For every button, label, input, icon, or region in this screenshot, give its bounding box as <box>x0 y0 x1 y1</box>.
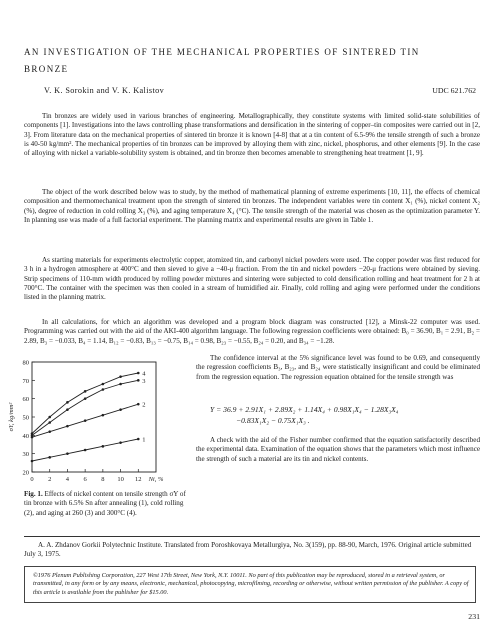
series-label-1: 1 <box>142 436 146 444</box>
paragraph-calculations: In all calculations, for which an algorithm was developed and a program block diagram was constructed [12], a Minsk-22 computer was used. Programming was carried out with the aid of the AKI-400 algorithm language. The following regression coefficients were obtained: B₀ = 36.90, B₁ = 2.91, B₂ = 2.89, B₃ = −0.033, B₄ = 1.14, B₁₂ = −0.83, B₁₃ = −0.75, B₁₄ = 0.98, B₂₃ = −0.55, B₂₄ = 0.20, and B₃₄ = −1.28. <box>24 318 480 345</box>
data-point-series-2 <box>84 419 87 422</box>
data-point-series-3 <box>137 379 140 382</box>
y-tick-label: 30 <box>22 451 29 459</box>
x-tick-label: 8 <box>101 476 105 483</box>
footnote: A. A. Zhdanov Gorkii Polytechnic Institute. Translated from Poroshkovaya Metallurgiya, No. 3(159), pp. 88-90, March, 1976. Original article submitted July 3, 1975. <box>24 541 472 559</box>
x-tick-label: Ni, % <box>148 476 164 483</box>
series-label-2: 2 <box>142 401 146 409</box>
article-authors: V. K. Sorokin and V. K. Kalistov <box>44 86 165 95</box>
udc-code: UDC 621.762 <box>432 86 476 95</box>
data-point-series-2 <box>137 403 140 406</box>
paragraph-object: The object of the work described below was to study, by the method of mathematical planning of extreme experiments [10, 11], the effects of chemical composition and thermomechanical treatment upon the strength of sintered tin bronzes. The independent variables were tin content X₁ (%), nickel content X₂ (%), degree of reduction in cold rolling X₃ (%), and aging temperature X₄ (°C). The tensile strength of the material was chosen as the optimization parameter Y. In planning use was made of a full factorial experiment. The planning matrix and experimental results are given in Table 1. <box>24 188 480 224</box>
paragraph-confidence: The confidence interval at the 5% significance level was found to be 0.69, and consequently the regression coefficients B₃, B₂₃, and B₂₄ were statistically insignificant and could be eliminated from the regression equation. The regression equation obtained for the tensile strength was <box>196 354 480 381</box>
figure-caption <box>24 490 190 518</box>
data-point-series-1 <box>137 438 140 441</box>
data-point-series-4 <box>84 390 87 393</box>
x-tick-label: 2 <box>48 476 52 483</box>
y-tick-label: 70 <box>22 377 29 385</box>
y-tick-label: 40 <box>22 432 29 440</box>
x-tick-label: 10 <box>117 476 124 483</box>
x-tick-label: 0 <box>30 476 34 483</box>
regression-equation <box>210 404 480 426</box>
y-tick-label: 80 <box>22 359 29 367</box>
y-axis-label: σY, kg/mm² <box>8 402 15 432</box>
equation-line-1: Y = 36.9 + 2.91X₁ + 2.89X₂ + 1.14X₄ + 0.98X₁X₄ − 1.28X₃X₄ <box>210 405 399 414</box>
x-tick-label: 6 <box>83 476 87 483</box>
figure-caption-label: Fig. 1. <box>24 490 43 498</box>
data-point-series-3 <box>48 421 51 424</box>
data-point-series-1 <box>119 441 122 444</box>
article-title: AN INVESTIGATION OF THE MECHANICAL PROPERTIES OF SINTERED TIN BRONZE <box>24 47 420 74</box>
footnote-divider <box>24 536 480 537</box>
data-point-series-1 <box>84 449 87 452</box>
data-point-series-4 <box>66 401 69 404</box>
data-point-series-4 <box>48 416 51 419</box>
data-point-series-3 <box>102 388 105 391</box>
paragraph-check: A check with the aid of the Fisher number confirmed that the equation satisfactorily described the experimental data. Examination of the equation shows that the parameters which most influence the strength of such a material are its tin and nickel contents. <box>196 436 480 463</box>
data-point-series-1 <box>66 452 69 455</box>
paragraph-intro: Tin bronzes are widely used in various branches of engineering. Metallographically, they constitute systems with limited solid-state solubilities of components [1]. Investigations into the laws controlling phase transformations and densification in the sintering of copper–tin composites were carried out in [2, 3]. From literature data on the mechanical properties of sintered tin bronze it is known [4-8] that at a tin content of 6.5-9% the tensile strength of such a bronze is 40-50 kg/mm². The mechanical properties of tin bronzes can be improved by alloying them with zinc, nickel, phosphorus, and other elements [9]. In the case of alloying with nickel a variable-solubility system is obtained, and tin bronze then becomes amenable to strengthening heat treatment [1, 9]. <box>24 112 480 158</box>
data-point-series-3 <box>119 383 122 386</box>
series-line-4 <box>32 373 138 434</box>
data-point-series-1 <box>48 456 51 459</box>
equation-line-2: −0.83X₁X₂ − 0.75X₁X₃ . <box>236 416 310 425</box>
series-line-3 <box>32 380 138 435</box>
x-tick-label: 12 <box>135 476 142 483</box>
data-point-series-4 <box>137 372 140 375</box>
data-point-series-1 <box>102 445 105 448</box>
data-point-series-2 <box>66 425 69 428</box>
nickel-strength-chart <box>4 354 190 490</box>
y-tick-label: 50 <box>22 414 29 422</box>
data-point-series-3 <box>84 397 87 400</box>
paragraph-materials: As starting materials for experiments electrolytic copper, atomized tin, and carbonyl nickel powders were used. The copper powder was first reduced for 3 h in a hydrogen atmosphere at 400°C and then sieved to give a −40-μ fraction. From the tin and nickel powders −20-μ fractions were obtained by sieving. Strip specimens of 110-mm width produced by rolling powder mixtures and sintering were subjected to cold densification rolling and heat treatment for 2 h at 700°C. The container with the specimen was then cooled in a stream of humidified air. Finally, cold rolling and aging were performed under the conditions listed in the planning matrix. <box>24 256 480 302</box>
data-point-series-2 <box>102 414 105 417</box>
data-point-series-3 <box>66 408 69 411</box>
copyright-notice: ©1976 Plenum Publishing Corporation, 227 West 17th Street, New York, N.Y. 10011. No part of this publication may be reproduced, stored in a retrieval system, or transmitted, in any form or by any means, electronic, mechanical, photocopying, microfilming, recording or otherwise, without written permission of the publisher. A copy of this article is available from the publisher for $15.00. <box>24 566 476 603</box>
series-label-4: 4 <box>142 370 146 378</box>
data-point-series-4 <box>119 375 122 378</box>
data-point-series-2 <box>119 408 122 411</box>
data-point-series-4 <box>31 432 34 435</box>
figure-caption-text: Effects of nickel content on tensile strength σY of tin bronze with 6.5% Sn after annealing (1), cold rolling (2), and aging at 260 (3) and 300°C (4). <box>24 490 186 517</box>
x-tick-label: 4 <box>65 476 70 483</box>
series-label-3: 3 <box>142 377 146 385</box>
data-point-series-2 <box>48 430 51 433</box>
y-tick-label: 60 <box>22 396 29 404</box>
data-point-series-1 <box>31 460 34 463</box>
y-tick-label: 20 <box>22 469 29 477</box>
page-number: 231 <box>468 612 480 621</box>
data-point-series-4 <box>102 383 105 386</box>
